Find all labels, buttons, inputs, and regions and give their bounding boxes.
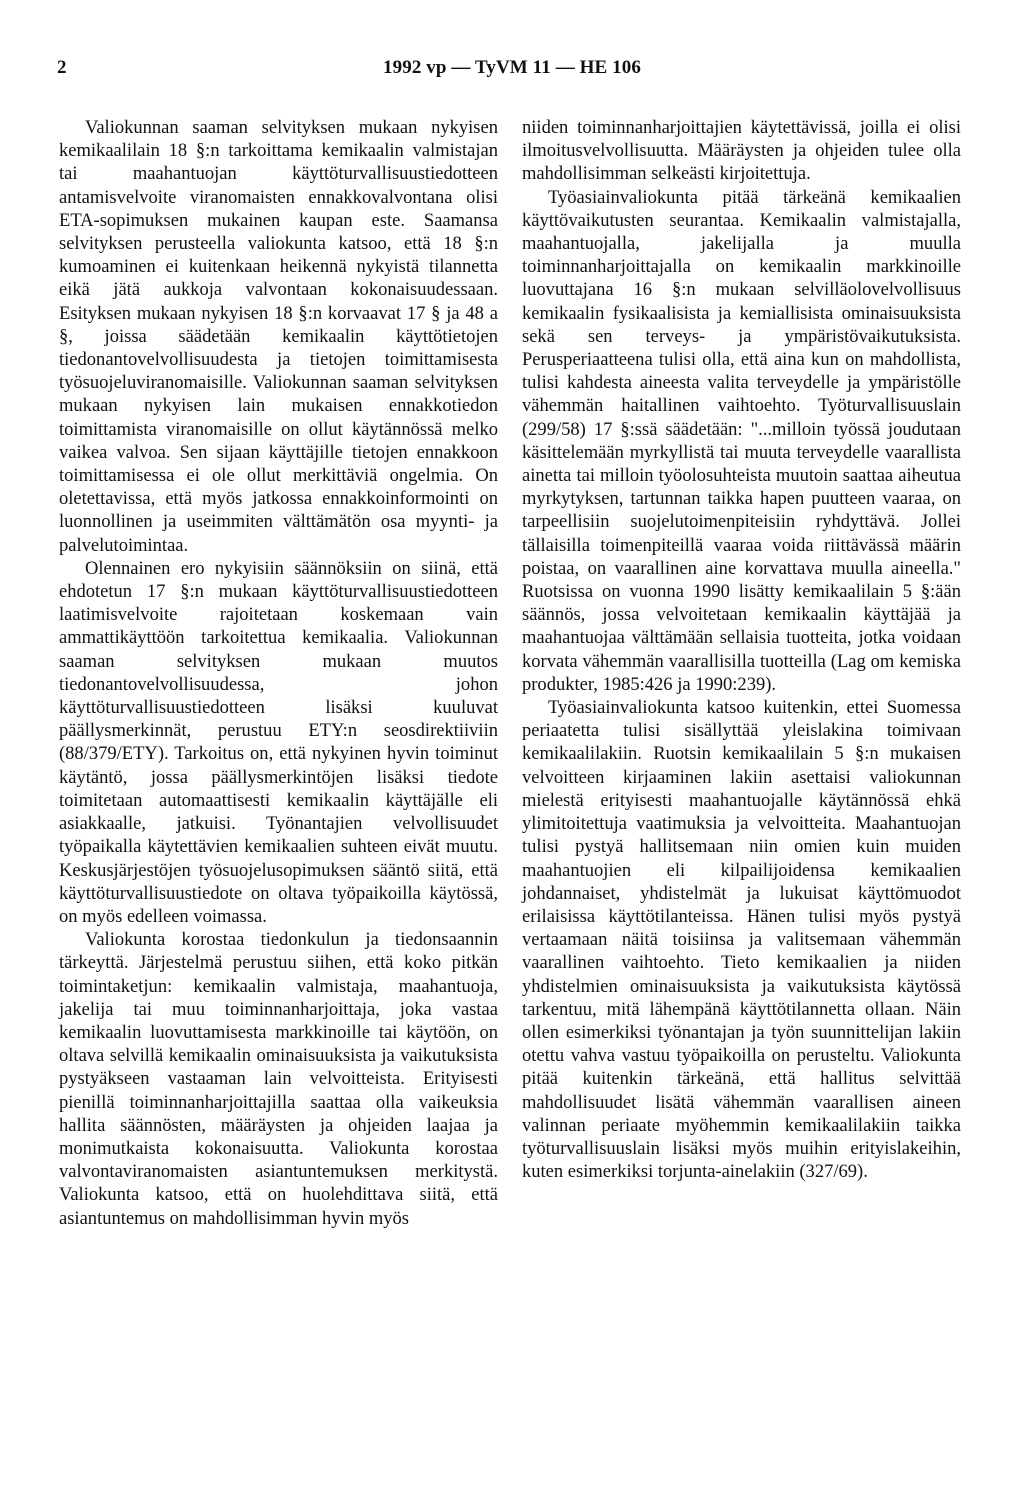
body-paragraph: Olennainen ero nykyisiin säännöksiin on siinä, että ehdotetun 17 §:n mukaan käyttöturvallisuustiedotteen laatimisvelvoite rajoitetaan koskemaan vain ammattikäyttöön tarkoitettua kemikaalia. Valiokunnan saaman selvityksen mukaan muutos tiedonantovelvollisuudessa, johon käyttöturvallisuustiedotteen lisäksi kuuluvat päällysmerkinnät, perustuu ETY:n seosdirektiiviin (88/379/ETY). Tarkoitus on, että nykyinen hyvin toiminut käytäntö, jossa päällysmerkintöjen lisäksi tiedote toimitetaan automaattisesti kemikaalin käyttäjälle eli asiakkaalle, jatkuisi. Työnantajien velvollisuudet työpaikalla käytettävien kemikaalien suhteen eivät muutu. Keskusjärjestöjen työsuojelusopimuksen sääntö siitä, että käyttöturvallisuustiedote on oltava työpaikoilla käytössä, on myös edelleen voimassa. [59,557,498,927]
body-paragraph: Valiokunnan saaman selvityksen mukaan nykyisen kemikaalilain 18 §:n tarkoittama kemikaalin valmistajan tai maahantuojan käyttöturvallisuustiedotteen antamisvelvoite viranomaisten ennakkovalvontana olisi ETA-sopimuksen mukainen kaupan este. Saamansa selvityksen perusteella valiokunta katsoo, että 18 §:n kumoaminen ei kuitenkaan heikennä nykyistä tilannetta eikä jätä aukkoja valvontaan kokonaisuudessaan. Esityksen mukaan nykyisen 18 §:n korvaavat 17 § ja 48 a §, joissa säädetään kemikaalin käyttötietojen tiedonantovelvollisuudesta ja tietojen toimittamisesta työsuojeluviranomaisille. Valiokunnan saaman selvityksen mukaan nykyisen lain mukaisen ennakkotiedon toimittamista viranomaisille on ollut käytännössä melko vaikea valvoa. Sen sijaan käyttäjille tietojen ennakkoon toimittamisessa ei ole ollut merkittäviä ongelmia. On oletettavissa, että myös jatkossa ennakkoinformointi on luonnollinen ja useimmiten välttämätön osa myynti- ja palvelutoimintaa. [59,117,498,556]
continued-paragraph: niiden toiminnanharjoittajien käytettävissä, joilla ei olisi ilmoitusvelvollisuutta. Määräysten ja ohjeiden tulee olla mahdollisimman selkeästi kirjoitettuja. [522,117,961,185]
right-column [522,116,961,1183]
page-number: 2 [57,57,67,78]
body-paragraph: Valiokunta korostaa tiedonkulun ja tiedonsaannin tärkeyttä. Järjestelmä perustuu siihen, että koko pitkän toimintaketjun: kemikaalin valmistaja, maahantuoja, jakelija tai muu toiminnanharjoittaja, joka vastaa kemikaalin luovuttamisesta markkinoille tai käytöön, on oltava selvillä kemikaalin ominaisuuksista ja vaikutuksista pystyäkseen vastaaman lain velvoitteista. Erityisesti pienillä toiminnanharjoittajilla saattaa olla vaikeuksia hallita säännösten, määräysten ja ohjeiden laajaa ja monimutkaista kokonaisuutta. Valiokunta korostaa valvontaviranomaisten asiantuntemuksen merkitystä. Valiokunta katsoo, että on huolehdittava siitä, että asiantuntemus on mahdollisimman hyvin myös [59,929,498,1229]
body-paragraph: Työasiainvaliokunta katsoo kuitenkin, ettei Suomessa periaatetta tulisi sisällyttää yleislakina toimivaan kemikaalilakiin. Ruotsin kemikaalilain 5 §:n mukaisen velvoitteen kirjaaminen lakiin asettaisi valiokunnan mielestä erityisesti maahantuojalle käytännössä ehkä ylimitoitettuja vaatimuksia ja velvoitteita. Maahantuojan tulisi pystyä hallitsemaan niin omien kuin muiden maahantuojien eli kilpailijoidensa kemikaalien johdannaiset, yhdistelmät ja lukuisat käyttömuodot erilaisissa käyttötilanteissa. Hänen tulisi myös pystyä vertaamaan näitä toisiinsa ja valitsemaan vähemmän vaarallinen vaihtoehto. Tieto kemikaalien ja niiden yhdistelmien ominaisuuksista ja vaikutuksista käytössä tarkentuu, mitä lähempänä käyttötilannetta ollaan. Näin ollen esimerkiksi työnantajan ja työn suunnittelijan lakiin otettu vahva vastuu työpaikoilla on perusteltu. Valiokunta pitää kuitenkin tärkeänä, että hallitus selvittää mahdollisuudet lisätä vähemmän vaarallisen aineen valinnan periaate myöhemmin kemikaalilakiin taikka työturvallisuuslain lisäksi myös muihin erityislakeihin, kuten esimerkiksi torjunta-ainelakiin (327/69). [522,697,961,1183]
left-column [59,116,498,1230]
body-paragraph: Työasiainvaliokunta pitää tärkeänä kemikaalien käyttövaikutusten seurantaa. Kemikaalin valmistajalla, maahantuojalla, jakelijalla ja muulla toiminnanharjoittajalla on kemikaalin markkinoille luovuttajana 16 §:n mukaan selvilläolovelvollisuus kemikaalin fysikaalisista ja kemiallisista ominaisuuksista sekä sen terveys- ja ympäristövaikutuksista. Perusperiaatteena tulisi olla, että aina kun on mahdollista, tulisi kahdesta aineesta valita terveydelle ja ympäristölle vähemmän haitallinen vaihtoehto. Työturvallisuuslain (299/58) 17 §:ssä säädetään: "...milloin työssä joudutaan käsittelemään myrkyllistä tai muuta terveydelle vaarallista ainetta tai milloin työolosuhteista muutoin saattaa aiheutua myrkytyksen, tartunnan taikka hapen puutteen vaaraa, on tarpeellisiin suojelutoimenpiteisiin ryhdyttävä. Jollei tällaisilla toimenpiteillä vaaraa voida riittävässä määrin poistaa, on vaarallinen aine korvattava muulla aineella." Ruotsissa on vuonna 1990 lisätty kemikaalilain 5 §:ään säännös, jossa velvoitetaan kemikaalin käyttäjää ja maahantuojaa välttämään sellaisia tuotteita, jotka voidaan korvata vähemmän vaarallisilla tuotteilla (Lag om kemiska produkter, 1985:426 ja 1990:239). [522,186,961,695]
running-head: 1992 vp — TyVM 11 — HE 106 [383,57,641,78]
